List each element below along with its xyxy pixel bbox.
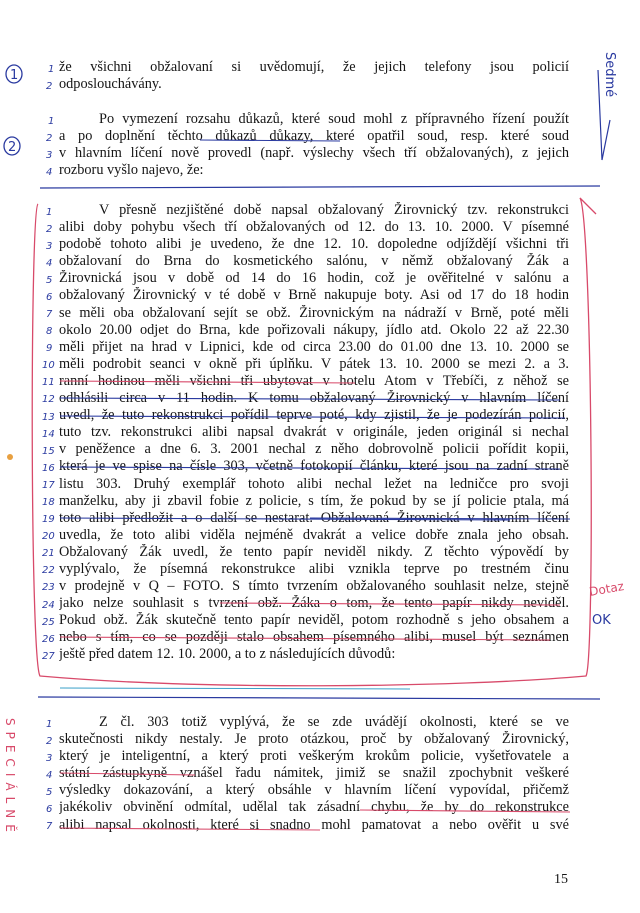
svg-text:5: 5	[46, 275, 53, 286]
svg-text:12: 12	[42, 394, 55, 405]
text-line: alibi napsal okolnosti, které si snadno mohl pamatovat a nebo ověřit u své	[59, 816, 569, 833]
svg-text:17: 17	[42, 480, 55, 491]
line-number: 4	[46, 167, 53, 178]
svg-text:24: 24	[42, 600, 55, 611]
annotation-stroke	[60, 688, 410, 689]
circled-number-2	[4, 137, 20, 155]
margin-dot	[7, 454, 13, 460]
line-number: 1	[48, 116, 55, 127]
text-line: odposlouchávány.	[59, 76, 162, 93]
svg-text:5: 5	[46, 787, 53, 798]
svg-text:7: 7	[46, 821, 53, 832]
text-line: měli přijet na hrad v Lipnici, kde od circa 23.00 do 01.00 dne 13. 10. 2000 se	[59, 338, 569, 355]
line-numbers-para-4	[46, 719, 53, 832]
svg-text:21: 21	[42, 548, 55, 559]
text-line: státní zástupkyně vznášel řadu námitek, jimiž se snažil zpochybnit veškeré	[59, 765, 569, 782]
text-line: obžalovaní do Brna do kosmetického salónu, v němž obžalovaný Žák a	[59, 253, 569, 270]
svg-text:26: 26	[42, 634, 55, 645]
svg-text:25: 25	[42, 617, 55, 628]
separator-line	[40, 186, 600, 188]
text-line: se měli oba obžalovaní sejít se obž. Žirovnickým na nádraží v Brně, poté měli	[59, 304, 569, 321]
margin-number-1: 1	[10, 68, 19, 83]
text-line: uvedla, že toto alibi viděla nejméně dvakrát a velice dobře znala jeho obsah.	[59, 526, 569, 543]
text-line: tuto tzv. rekonstrukci alibi napsal dvakrát v originále, jeden originál si nechal	[59, 424, 569, 441]
svg-text:23: 23	[42, 582, 55, 593]
text-line: uvedl, že tuto rekonstrukci pořídil teprve poté, kdy zjistil, že je podezírán policií,	[59, 407, 569, 424]
text-line: Žirovnická jsou v době od 14 do 16 hodin, což je ověřitelné v salónu a	[59, 270, 569, 287]
circled-number-1	[6, 65, 22, 83]
svg-text:6: 6	[46, 292, 53, 303]
text-line: že všichni obžalovaní si uvědomují, že jejich telefony jsou policií	[59, 59, 569, 75]
text-line: rozboru vyšlo najevo, že:	[59, 162, 204, 179]
paragraph-4	[59, 714, 569, 834]
text-line: nebo s tím, co se později stalo obsahem písemného alibi, musel být seznámen	[59, 629, 569, 646]
line-number: 1	[48, 64, 55, 75]
svg-text:20: 20	[42, 531, 55, 542]
text-line: vyplývalo, že písemná rekonstrukce alibi vznikla teprve po trestném činu	[59, 560, 569, 577]
svg-text:19: 19	[42, 514, 55, 525]
paragraph-1	[59, 59, 569, 93]
text-line: jakékoliv obvinění odmítal, udělal tak zásadní chybu, že by do rekonstrukce	[59, 799, 569, 816]
text-line: manželku, aby ji zbavil fobie z policie, s tím, že pokud by se jí policie ptala, má	[59, 492, 569, 509]
text-line: a po doplnění těchto důkazů důkazy, které opatřil soud, resp. které soud	[59, 128, 569, 145]
separator-line	[38, 697, 600, 699]
line-number: 2	[46, 81, 53, 92]
svg-text:14: 14	[42, 429, 55, 440]
text-line: v prodejně v Q – FOTO. S tímto tvrzením obžalovaného souhlasit nelze, stejně	[59, 578, 569, 595]
svg-text:3: 3	[46, 753, 53, 764]
text-line: odhlásili circa v 11 hodin. K tomu obžalovaný Žirovnický v hlavním líčení	[59, 390, 569, 407]
paragraph-3	[59, 202, 569, 664]
margin-number-2: 2	[8, 140, 17, 155]
svg-text:7: 7	[46, 309, 53, 320]
text-line: v hlavním líčení nově provedl (např. výslechy všech tří obžalovaných), z jejich	[59, 145, 569, 162]
svg-text:6: 6	[46, 804, 53, 815]
svg-text:1: 1	[46, 719, 53, 730]
svg-text:11: 11	[42, 377, 55, 388]
text-line: podobě tohoto alibi je uvedeno, že dne 12. 10. dopoledne odjíždějí všichni tři	[59, 236, 569, 253]
text-line: V přesně nezjištěné době napsal obžalovaný Žirovnický tzv. rekonstrukci	[99, 202, 569, 218]
text-line: alibi doby pohybu všech tří obžalovaných od 12. do 13. 10. 2000. V písemné	[59, 219, 569, 236]
svg-text:16: 16	[42, 463, 55, 474]
svg-text:2: 2	[46, 736, 53, 747]
paragraph-2	[59, 111, 569, 179]
svg-text:4: 4	[46, 770, 53, 781]
side-note-2: OK	[592, 613, 611, 628]
svg-text:3: 3	[46, 241, 53, 252]
text-line: Obžalovaný Žák uvedl, že tento papír neviděl nikdy. Z těchto výpovědí by	[59, 543, 569, 560]
right-margin-note: Sedmé	[602, 52, 617, 98]
line-number: 3	[46, 150, 53, 161]
svg-text:4: 4	[46, 258, 53, 269]
svg-text:18: 18	[42, 497, 55, 508]
page-number: 15	[554, 872, 568, 887]
svg-text:22: 22	[42, 565, 55, 576]
svg-text:13: 13	[42, 412, 55, 423]
line-numbers-para-3	[42, 207, 55, 662]
text-line: okolo 20.00 odjet do Brna, kde pořizovali nákupy, jídlo atd. Okolo 22 až 22.30	[59, 321, 569, 338]
svg-text:9: 9	[46, 343, 53, 354]
text-line: v peněžence a dne 6. 3. 2001 nechal z něho dobrovolně policii pořídit kopii,	[59, 441, 569, 458]
text-line: ranní hodinou měli všichni tři ubytovat v hotelu Atom v Třebíči, z něhož se	[59, 372, 569, 389]
line-number: 2	[46, 133, 53, 144]
text-line: listu 303. Druhý exemplář tohoto alibi nechal ležet na ledničce pro svoji	[59, 475, 569, 492]
svg-text:2: 2	[46, 224, 53, 235]
text-line: toto alibi předložit a o další se nestarat. Obžalovaná Žirovnická v hlavním líčení	[59, 509, 569, 526]
text-line: výsledky dokazování, a který obsáhle v hlavním líčení vypovídal, přičemž	[59, 782, 569, 799]
text-line: Po vymezení rozsahu důkazů, které soud mohl z přípravného řízení použít	[99, 111, 569, 127]
left-vertical-note: SPECIÁLNĚ	[3, 718, 17, 838]
text-line: skutečnosti nikdy nestaly. Je proto otázkou, proč by obžalovaný Žirovnický,	[59, 731, 569, 748]
svg-text:8: 8	[46, 326, 53, 337]
text-line: jako nelze souhlasit s tvrzení obž. Žáka o tom, že tento papír nikdy neviděl.	[59, 595, 569, 612]
text-line: ještě před datem 12. 10. 2000, a to z následujících důvodů:	[59, 646, 396, 663]
text-line: který je inteligentní, a který proti veškerým krokům policie, vyšetřovatele a	[59, 748, 569, 765]
text-line: obžalovaný Žirovnický v té době v Brně nakupuje boty. Asi od 17 do 18 hodin	[59, 287, 569, 304]
text-line: Pokud obž. Žák skutečně tento papír neviděl, potom rozhodně s jeho obsahem a	[59, 612, 569, 629]
text-line: která je ve spise na čísle 303, včetně fotokopií článku, které jsou na zadní straně	[59, 458, 569, 475]
svg-text:27: 27	[42, 651, 55, 662]
right-bracket-stroke	[598, 70, 610, 160]
svg-text:1: 1	[46, 207, 53, 218]
svg-text:10: 10	[42, 360, 55, 371]
side-note-1: Dotaz	[588, 579, 625, 599]
text-line: měli podrobit seanci v okně při úplňku. V pátek 13. 10. 2000 se mezi 2. a 3.	[59, 355, 569, 372]
text-line: Z čl. 303 totiž vyplývá, že se zde uvádějí okolnosti, které se ve	[99, 714, 569, 730]
svg-text:15: 15	[42, 446, 55, 457]
